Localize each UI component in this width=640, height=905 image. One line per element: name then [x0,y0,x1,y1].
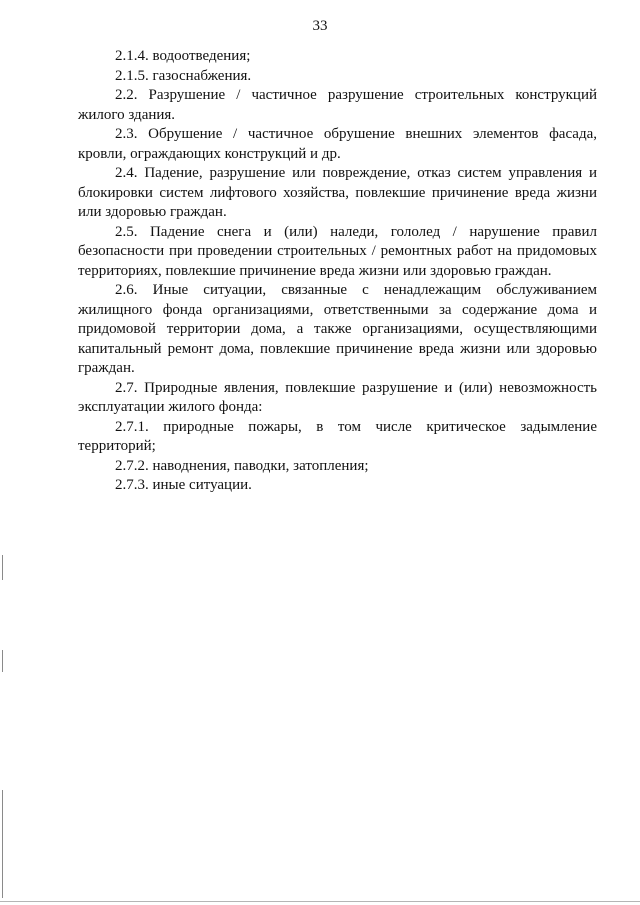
item-2-6: 2.6. Иные ситуации, связанные с ненадлежащим обслуживанием жилищного фонда организациями, ответственными за содержание дома и придомовой территории дома, а также организациями, осуществляющими капитальный ремонт дома, повлекшие причинение вреда жизни или здоровью граждан. [78,282,597,376]
item-2-1-4: 2.1.4. водоотведения; [115,48,251,64]
item-2-7: 2.7. Природные явления, повлекшие разрушение и (или) невозможность эксплуатации жилого фонда: [78,379,597,415]
item-2-3: 2.3. Обрушение / частичное обрушение внешних элементов фасада, кровли, ограждающих конструкций и др. [78,126,597,162]
scan-edge-mark [2,790,3,898]
item-2-5: 2.5. Падение снега и (или) наледи, гололед / нарушение правил безопасности при проведении строительных / ремонтных работ на придомовых территориях, повлекшие причинение вреда жизни или здоровью граждан. [78,223,597,279]
scan-edge-mark [2,555,3,580]
scan-bottom-edge [0,901,640,902]
item-2-7-1: 2.7.1. природные пожары, в том числе критическое задымление территорий; [78,418,597,454]
item-2-7-3: 2.7.3. иные ситуации. [115,477,252,493]
item-2-2: 2.2. Разрушение / частичное разрушение строительных конструкций жилого здания. [78,87,597,123]
item-2-1-5: 2.1.5. газоснабжения. [115,67,252,84]
item-2-4: 2.4. Падение, разрушение или повреждение, отказ систем управления и блокировки систем лифтового хозяйства, повлекшие причинение вреда жизни или здоровью граждан. [78,165,597,220]
page-number: 33 [312,18,328,34]
scan-edge-mark [2,650,3,672]
item-2-7-2: 2.7.2. наводнения, паводки, затопления; [115,457,369,474]
document-body [78,47,597,496]
